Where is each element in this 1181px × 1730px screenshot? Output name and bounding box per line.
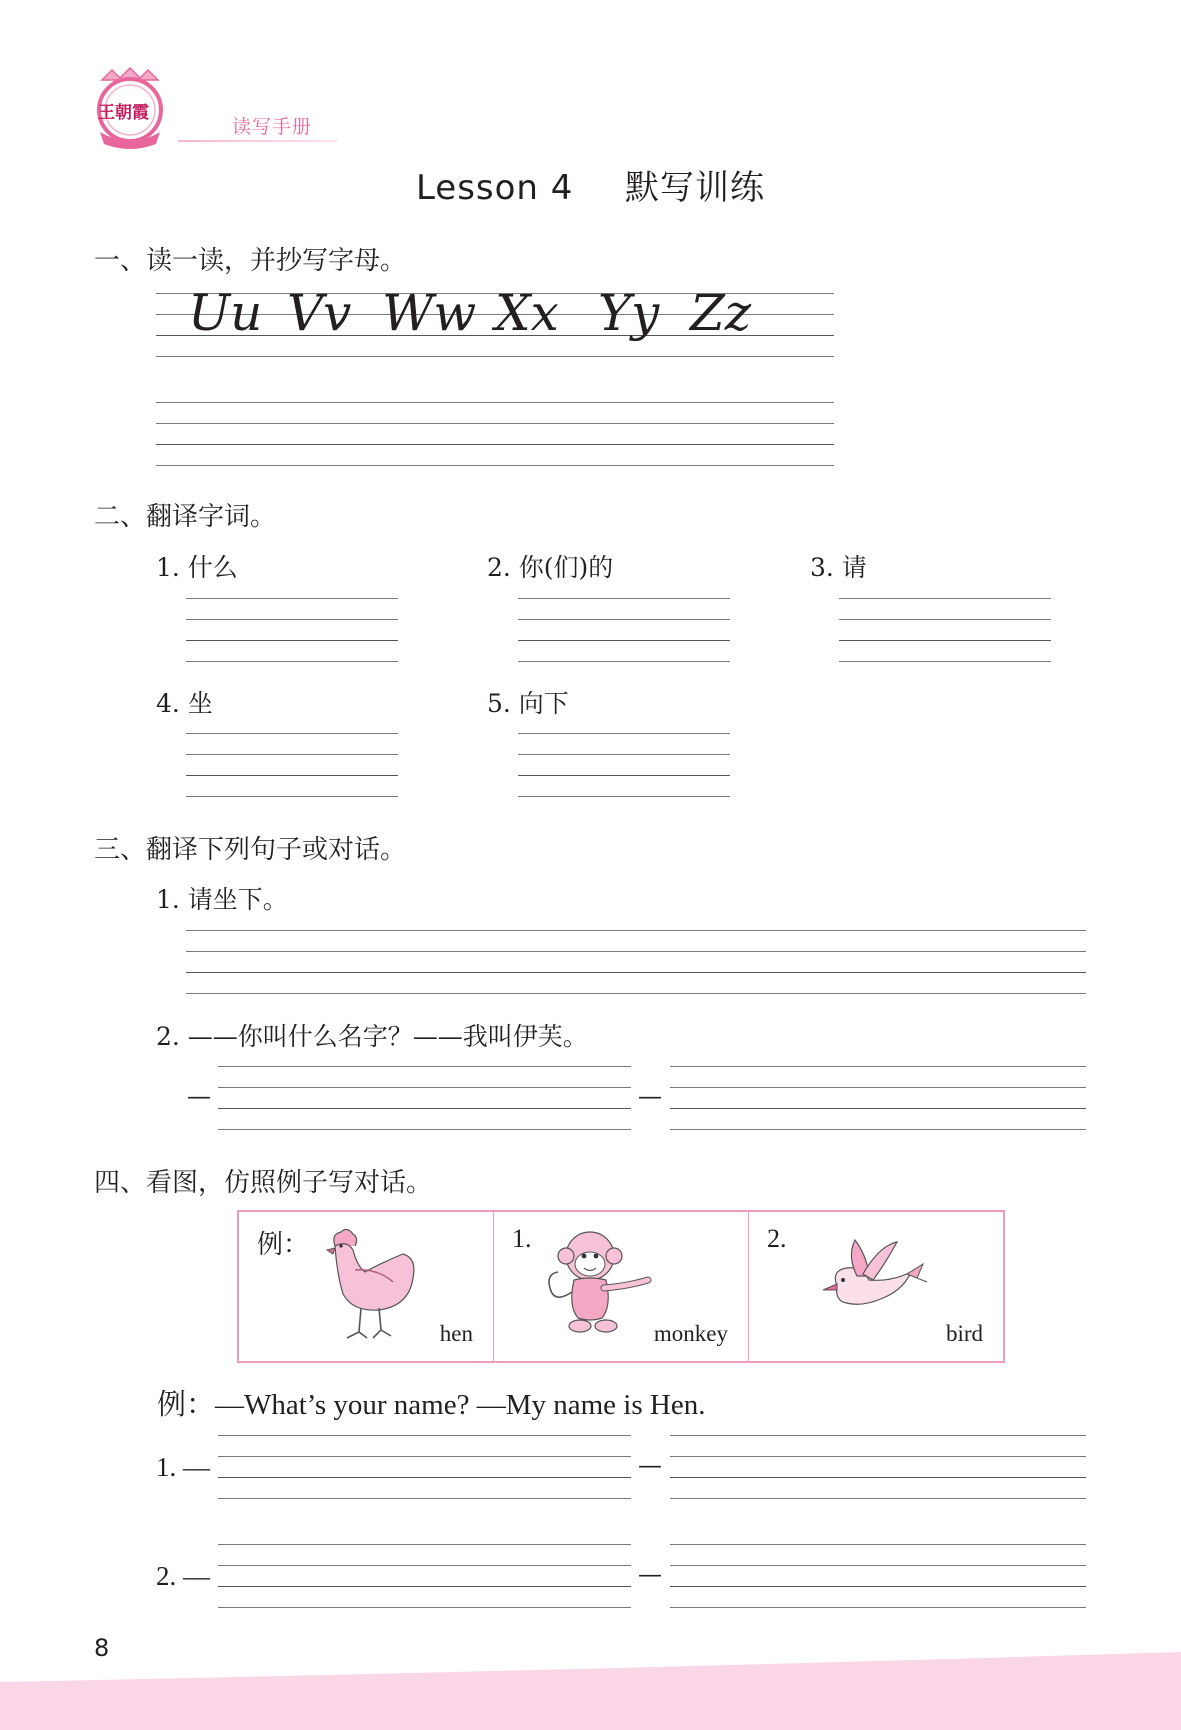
lesson-topic: 默写训练: [625, 168, 766, 208]
sentence-item-1: 1. 请坐下。: [156, 885, 288, 914]
picture-dash-2: —: [638, 1560, 662, 1588]
page-title: [0, 160, 1181, 209]
picture-cell-bird: [748, 1212, 1003, 1361]
word-answer-grid-1[interactable]: [186, 598, 398, 661]
cell-label: 例：: [257, 1230, 310, 1260]
word-item-5: 5. 向下: [487, 689, 569, 718]
dialogue-answer-grid-b[interactable]: [670, 1066, 1086, 1129]
sentence-answer-grid-1[interactable]: [186, 930, 1086, 993]
dialogue-dash-b: —: [638, 1082, 662, 1110]
example-dialogue: 例：—What’s your name? —My name is Hen.: [157, 1389, 706, 1421]
picture-answer-grid-1a[interactable]: [218, 1435, 631, 1498]
letter-writing-grid-2[interactable]: [156, 402, 834, 465]
lesson-label: Lesson 4: [415, 168, 574, 208]
monkey-icon: [544, 1222, 660, 1342]
cell-word-bird: bird: [945, 1321, 983, 1346]
picture-answer-grid-2a[interactable]: [218, 1544, 631, 1607]
cell-label: 1.: [512, 1224, 532, 1253]
dialogue-answer-label-2: 2. —: [156, 1561, 210, 1591]
header-subtitle: 读写手册: [232, 116, 313, 138]
letter-zz: Zz: [690, 284, 752, 342]
cell-label: 2.: [767, 1224, 787, 1253]
dialogue-answer-label-1: 1. —: [156, 1452, 210, 1482]
word-answer-grid-3[interactable]: [839, 598, 1051, 661]
word-item-3: 3. 请: [810, 553, 867, 582]
picture-answer-grid-1b[interactable]: [670, 1435, 1086, 1498]
logo-text: 王朝霞: [98, 103, 149, 123]
section-2-heading: 二、翻译字词。: [94, 502, 277, 532]
word-answer-grid-2[interactable]: [518, 598, 730, 661]
letter-vv: Vv: [287, 284, 352, 342]
header-rule: [178, 140, 338, 142]
letter-xx: Xx: [495, 284, 559, 342]
letter-uu: Uu: [188, 284, 263, 342]
picture-dash-1: —: [638, 1451, 662, 1479]
picture-cell-monkey: [493, 1212, 748, 1361]
section-3-heading: 三、翻译下列句子或对话。: [94, 835, 407, 865]
word-item-1: 1. 什么: [156, 553, 238, 582]
dialogue-dash-a: —: [187, 1082, 211, 1110]
sentence-item-2: 2. ——你叫什么名字？——我叫伊芙。: [156, 1022, 588, 1051]
picture-table: [237, 1210, 1005, 1363]
bird-icon: [807, 1236, 931, 1328]
letter-yy: Yy: [598, 284, 660, 342]
section-1-heading: 一、读一读，并抄写字母。: [94, 246, 407, 276]
word-answer-grid-4[interactable]: [186, 733, 398, 796]
word-answer-grid-5[interactable]: [518, 733, 730, 796]
footer-band: [0, 1652, 1181, 1730]
dialogue-answer-grid-a[interactable]: [218, 1066, 631, 1129]
cell-word-monkey: monkey: [653, 1321, 728, 1346]
cell-word-hen: hen: [439, 1321, 473, 1346]
page-number: 8: [94, 1634, 110, 1662]
picture-cell-hen: [239, 1212, 493, 1361]
word-item-4: 4. 坐: [156, 689, 213, 718]
letter-ww: Ww: [382, 284, 477, 342]
hen-icon: [317, 1224, 427, 1348]
picture-answer-grid-2b[interactable]: [670, 1544, 1086, 1607]
word-item-2: 2. 你(们)的: [487, 553, 614, 582]
section-4-heading: 四、看图，仿照例子写对话。: [94, 1168, 433, 1198]
